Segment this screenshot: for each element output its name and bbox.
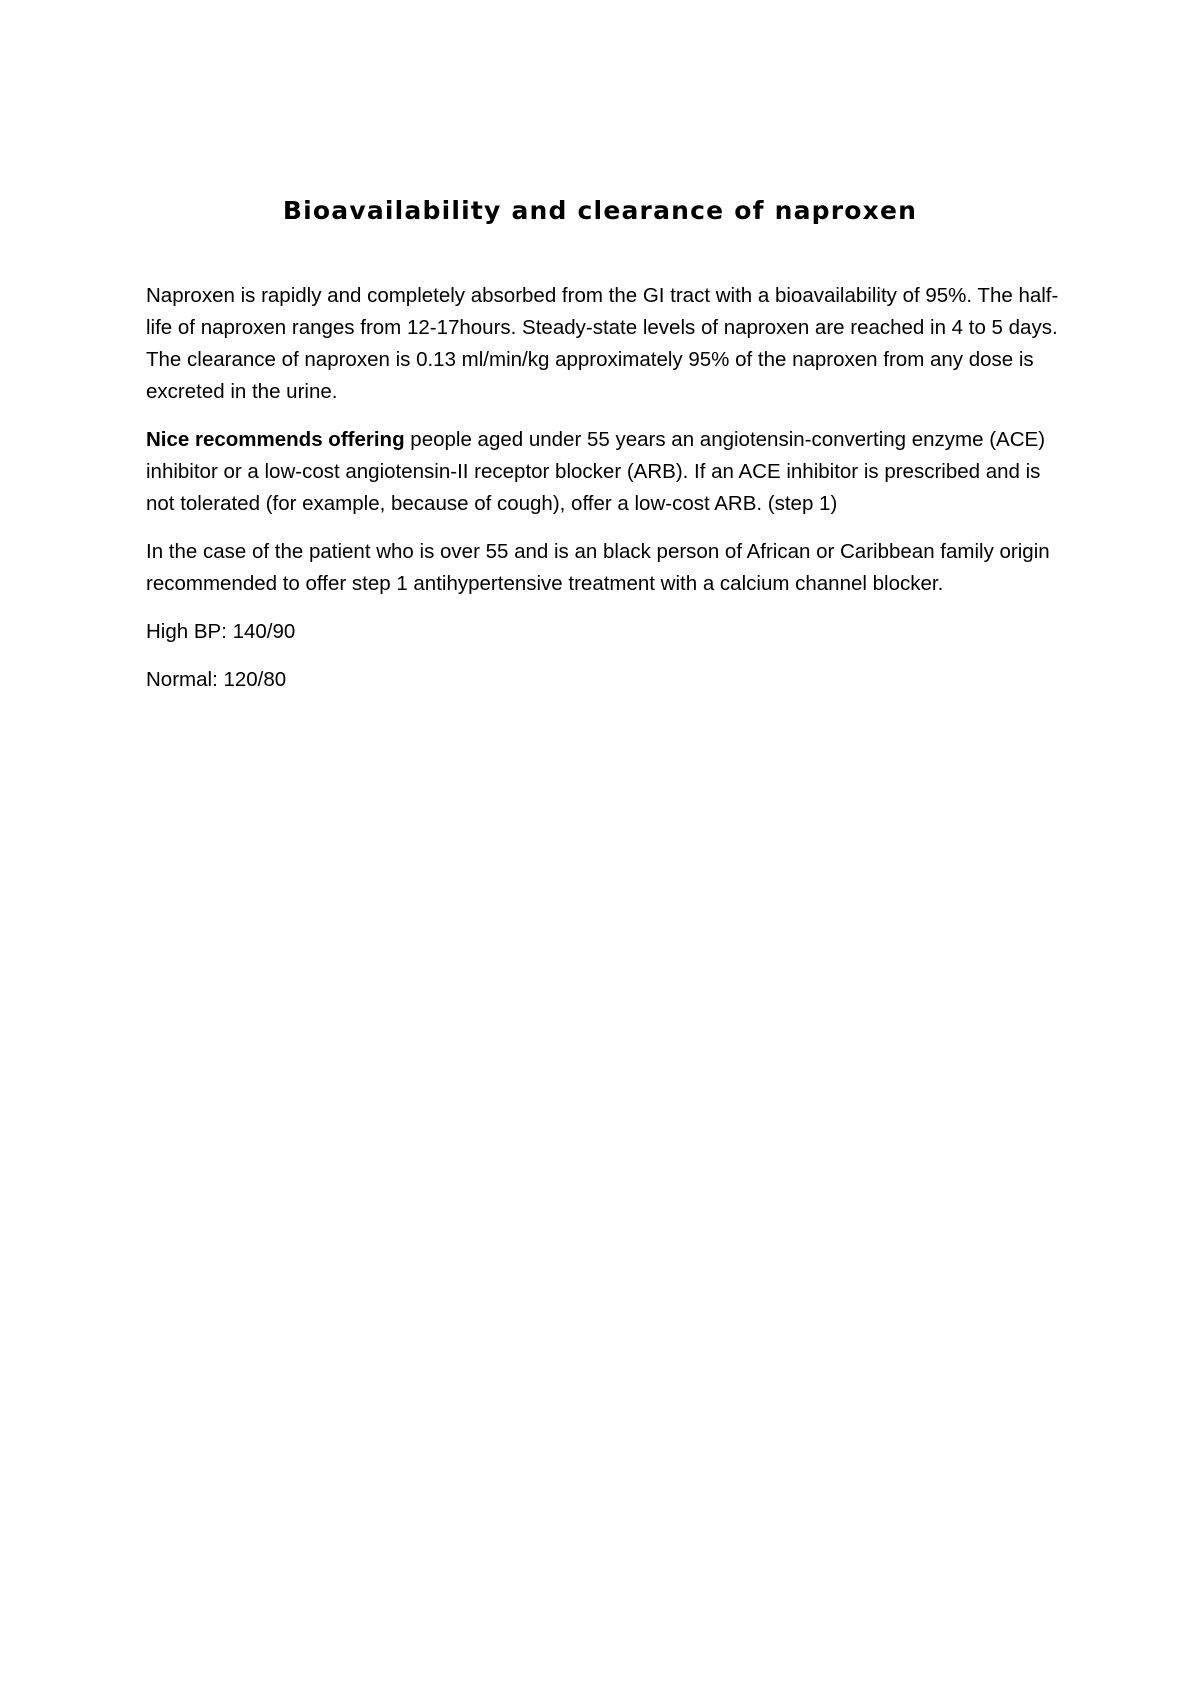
nice-recommendation-bold: Nice recommends offering [146, 428, 405, 451]
paragraph-over-55: In the case of the patient who is over 55 and is an black person of African or Caribbean family origin recommended to offer step 1 antihypertensive treatment with a calcium channel blocker. [146, 540, 1050, 595]
paragraph-naproxen: Naproxen is rapidly and completely absorbed from the GI tract with a bioavailability of 95%. The half-life of naproxen ranges from 12-17hours. Steady-state levels of naproxen are reached in 4 to 5 days. The clearance of naproxen is 0.13 ml/min/kg approximately 95% of the naproxen from any dose is excreted in the urine. [146, 284, 1059, 403]
nice-recommendation-text: people aged under 55 years an angiotensin-converting enzyme (ACE) inhibitor or a low-cost angiotensin-II receptor blocker (ARB). If an ACE inhibitor is prescribed and is not tolerated (for example, because of cough), offer a low-cost ARB. (step 1) [146, 428, 1046, 515]
document-title: Bioavailability and clearance of naproxen [282, 196, 918, 225]
high-bp-line: High BP: 140/90 [146, 620, 296, 643]
document-body [146, 280, 1066, 712]
paragraph-nice-recommendation [146, 424, 1066, 520]
normal-bp-line: Normal: 120/80 [146, 668, 287, 691]
